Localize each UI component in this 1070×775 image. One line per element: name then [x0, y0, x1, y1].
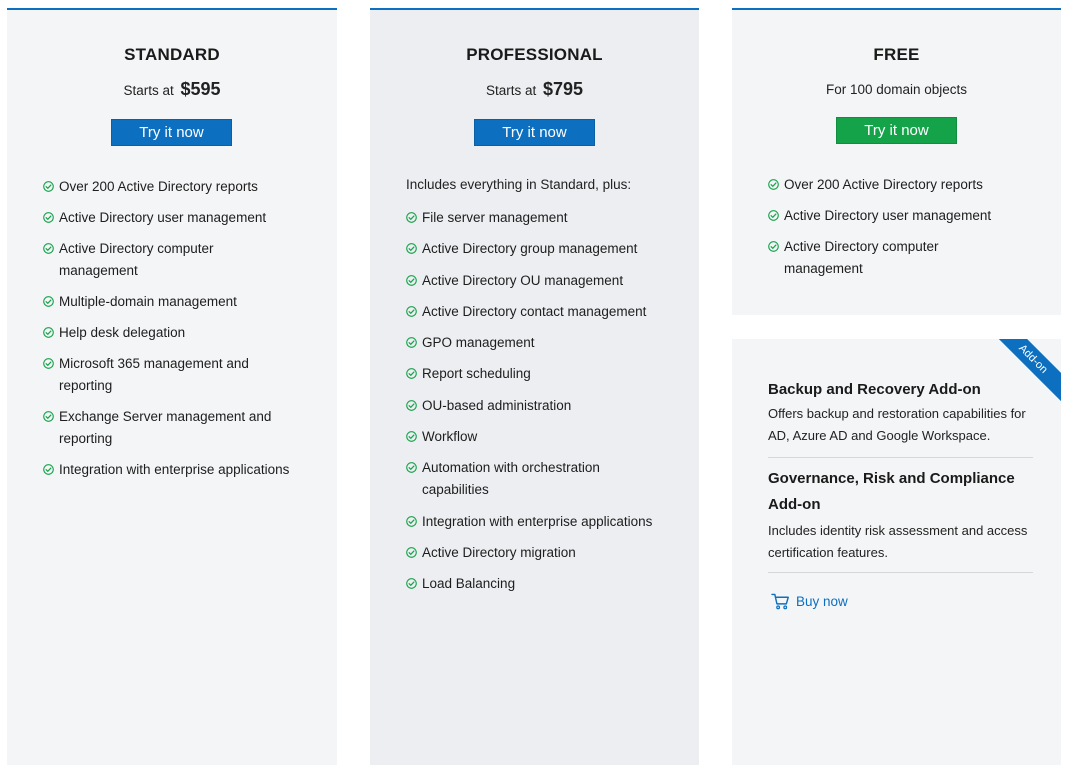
check-circle-icon [43, 327, 54, 338]
feature-item [406, 573, 671, 595]
check-circle-icon [406, 243, 417, 254]
feature-list-standard [43, 176, 308, 490]
check-circle-icon [406, 275, 417, 286]
feature-item [43, 291, 308, 313]
feature-label: Active Directory computer management [784, 239, 939, 276]
feature-item [406, 363, 671, 385]
buy-now-label[interactable]: Buy now [796, 594, 848, 609]
feature-label: Active Directory user management [784, 208, 992, 223]
price-amount: $795 [543, 79, 584, 99]
plan-name-standard: STANDARD [124, 45, 220, 64]
feature-item [406, 207, 671, 229]
feature-item [768, 205, 1033, 227]
addon-description-grc: Includes identity risk assessment and access certification features. [768, 523, 1028, 560]
check-circle-icon [406, 400, 417, 411]
shopping-cart-icon [771, 593, 790, 610]
feature-item [406, 270, 671, 292]
feature-item [768, 174, 1033, 196]
check-circle-icon [768, 210, 779, 221]
try-it-now-button-standard[interactable]: Try it now [111, 119, 232, 146]
addon-title-grc: Governance, Risk and Compliance Add-on [768, 470, 1015, 513]
check-circle-icon [406, 337, 417, 348]
check-circle-icon [406, 368, 417, 379]
feature-item [43, 353, 273, 397]
feature-label: Microsoft 365 management and reporting [59, 356, 249, 393]
feature-list-free [768, 174, 1033, 289]
feature-label: Active Directory migration [422, 544, 576, 560]
check-circle-icon [43, 296, 54, 307]
feature-item [406, 542, 671, 564]
addon-title-backup: Backup and Recovery Add-on [768, 381, 981, 398]
feature-label: Active Directory contact management [422, 303, 647, 319]
feature-item [406, 457, 621, 501]
feature-label: Active Directory OU management [422, 272, 624, 288]
professional-intro: Includes everything in Standard, plus: [406, 177, 632, 192]
check-circle-icon [43, 464, 54, 475]
plan-name-free: FREE [873, 45, 920, 64]
try-it-now-button-professional[interactable]: Try it now [474, 119, 595, 146]
feature-label: Workflow [422, 429, 478, 445]
feature-item [406, 511, 671, 533]
feature-item [406, 426, 671, 448]
addon-divider [768, 457, 1033, 458]
feature-item [43, 459, 308, 481]
standard-plan-card [7, 8, 337, 765]
check-circle-icon [406, 462, 417, 473]
feature-label: Help desk delegation [59, 325, 186, 340]
feature-item [43, 207, 308, 229]
feature-label: Automation with orchestration capabilities [422, 460, 600, 498]
check-circle-icon [406, 578, 417, 589]
addon-ribbon: Add-on [987, 339, 1061, 405]
price-professional [370, 79, 699, 100]
check-circle-icon [406, 431, 417, 442]
feature-label: File server management [422, 210, 568, 225]
addon-description-backup: Offers backup and restoration capabilities for AD, Azure AD and Google Workspace. [768, 406, 1026, 443]
feature-label: Active Directory group management [422, 241, 638, 257]
check-circle-icon [43, 411, 54, 422]
price-prefix: Starts at [485, 83, 537, 98]
check-circle-icon [43, 243, 54, 254]
feature-item [43, 406, 283, 450]
feature-item [406, 332, 671, 354]
check-circle-icon [43, 212, 54, 223]
check-circle-icon [406, 212, 417, 223]
price-prefix: Starts at [123, 83, 174, 98]
feature-label: Active Directory user management [59, 210, 267, 225]
check-circle-icon [768, 241, 779, 252]
feature-label: Over 200 Active Directory reports [784, 177, 983, 192]
feature-item [43, 238, 233, 282]
check-circle-icon [43, 358, 54, 369]
price-standard [7, 79, 337, 100]
free-plan-card [732, 8, 1061, 315]
check-circle-icon [406, 516, 417, 527]
feature-label: Over 200 Active Directory reports [59, 179, 258, 194]
feature-label: OU-based administration [422, 397, 572, 413]
feature-item [406, 301, 671, 323]
addon-divider [768, 572, 1033, 573]
check-circle-icon [43, 181, 54, 192]
feature-label: Load Balancing [422, 576, 516, 592]
check-circle-icon [768, 179, 779, 190]
feature-label: Integration with enterprise applications [422, 513, 653, 529]
check-circle-icon [406, 306, 417, 317]
feature-label: Active Directory computer management [59, 241, 214, 278]
feature-label: Multiple-domain management [59, 294, 237, 309]
plan-name-professional: PROFESSIONAL [466, 45, 603, 64]
feature-item [768, 236, 958, 280]
feature-item [406, 395, 671, 417]
feature-list-professional [406, 207, 671, 605]
check-circle-icon [406, 547, 417, 558]
feature-item [406, 238, 671, 260]
addon-card [732, 339, 1061, 765]
feature-label: Exchange Server management and reporting [59, 409, 272, 446]
professional-plan-card [370, 8, 699, 765]
feature-label: GPO management [422, 335, 535, 351]
feature-label: Report scheduling [422, 366, 531, 382]
feature-item [43, 322, 308, 344]
buy-now-link[interactable] [771, 593, 848, 610]
price-amount: $595 [180, 79, 221, 99]
feature-label: Integration with enterprise applications [59, 462, 290, 477]
try-it-now-button-free[interactable]: Try it now [836, 117, 957, 144]
free-plan-subtitle: For 100 domain objects [825, 82, 968, 97]
feature-item [43, 176, 308, 198]
